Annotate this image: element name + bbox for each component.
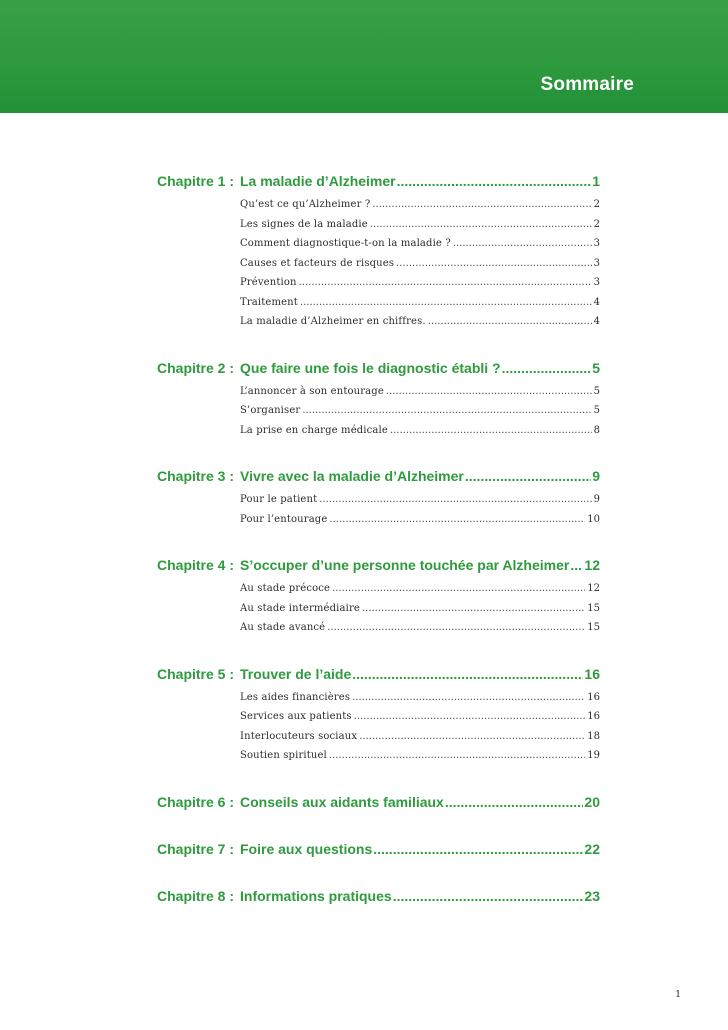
chapter-title: Foire aux questions	[240, 840, 373, 857]
chapter-page-number: 22	[584, 840, 600, 857]
chapter-label: Chapitre 6 :	[157, 793, 235, 810]
toc-chapter-1	[157, 170, 600, 332]
toc-chapter-7	[157, 838, 600, 860]
table-of-contents	[157, 170, 600, 932]
toc-chapter-3	[157, 465, 600, 529]
dot-leader	[570, 554, 583, 576]
section-entry[interactable]	[240, 215, 600, 235]
chapter-title: S’occuper d’une personne touchée par Alzheimer	[240, 557, 570, 573]
section-entry[interactable]	[240, 707, 600, 727]
dot-leader	[445, 791, 584, 813]
dot-leader	[370, 215, 592, 235]
section-page-number: 15	[587, 602, 600, 614]
section-page-number: 16	[587, 711, 600, 722]
section-title: Traitement	[240, 296, 298, 308]
section-entry[interactable]	[240, 618, 600, 638]
dot-leader	[396, 254, 592, 274]
chapter-label: Chapitre 7 :	[157, 840, 235, 857]
section-entry[interactable]	[240, 293, 600, 313]
dot-leader	[354, 707, 586, 727]
dot-leader	[329, 510, 585, 530]
dot-leader	[299, 273, 592, 293]
dot-leader	[319, 490, 591, 510]
section-title: Soutien spirituel	[240, 750, 327, 761]
section-title: Prévention	[240, 277, 297, 288]
chapter-entry[interactable]	[157, 791, 600, 813]
header-band	[0, 0, 728, 113]
dot-leader	[465, 465, 591, 487]
dot-leader	[359, 727, 585, 747]
section-entry[interactable]	[240, 510, 600, 530]
section-page-number: 8	[593, 424, 600, 436]
dot-leader	[352, 663, 583, 685]
dot-leader	[327, 618, 585, 638]
chapter-entry[interactable]	[157, 885, 600, 907]
section-title: Les signes de la maladie	[240, 218, 368, 230]
section-entry[interactable]	[240, 312, 600, 332]
chapter-entry[interactable]	[157, 465, 600, 487]
page-number: 1	[675, 990, 681, 1000]
section-page-number: 9	[593, 494, 600, 505]
section-page-number: 3	[593, 257, 600, 269]
section-entry[interactable]	[240, 727, 600, 747]
dot-leader	[329, 746, 585, 766]
section-entry[interactable]	[240, 273, 600, 293]
section-title: Interlocuteurs sociaux	[240, 730, 358, 742]
section-list	[240, 382, 600, 441]
dot-leader	[502, 357, 592, 379]
section-entry[interactable]	[240, 490, 600, 510]
chapter-label: Chapitre 5 :	[157, 665, 235, 682]
toc-chapter-4	[157, 554, 600, 638]
section-title: La prise en charge médicale	[240, 424, 388, 436]
section-page-number: 19	[587, 750, 600, 761]
dot-leader	[373, 838, 583, 860]
toc-chapter-8	[157, 885, 600, 907]
dot-leader	[453, 234, 592, 254]
section-entry[interactable]	[240, 688, 600, 708]
section-page-number: 5	[593, 385, 600, 397]
section-list	[240, 195, 600, 332]
toc-chapter-5	[157, 663, 600, 766]
chapter-title: Informations pratiques	[240, 887, 392, 904]
section-list	[240, 579, 600, 638]
dot-leader	[393, 885, 584, 907]
chapter-label: Chapitre 4 :	[157, 557, 235, 573]
section-title: Au stade précoce	[240, 583, 331, 594]
section-title: Causes et facteurs de risques	[240, 257, 395, 269]
chapter-page-number: 20	[584, 793, 600, 810]
chapter-page-number: 23	[584, 887, 600, 904]
section-title: Pour le patient	[240, 494, 318, 505]
section-title: Pour l’entourage	[240, 513, 328, 525]
page-title: Sommaire	[540, 74, 634, 95]
section-page-number: 2	[593, 218, 600, 230]
section-page-number: 4	[593, 296, 600, 308]
dot-leader	[352, 688, 585, 708]
chapter-entry[interactable]	[157, 554, 600, 576]
section-page-number: 10	[587, 513, 600, 525]
chapter-page-number: 5	[592, 359, 600, 376]
section-page-number: 16	[587, 691, 600, 703]
section-title: Au stade intermédiaire	[240, 602, 360, 614]
section-entry[interactable]	[240, 401, 600, 421]
section-entry[interactable]	[240, 579, 600, 599]
chapter-entry[interactable]	[157, 663, 600, 685]
chapter-title: Que faire une fois le diagnostic établi ?	[240, 359, 501, 376]
dot-leader	[332, 579, 585, 599]
toc-chapter-6	[157, 791, 600, 813]
chapter-page-number: 9	[592, 468, 600, 484]
chapter-entry[interactable]	[157, 838, 600, 860]
section-list	[240, 490, 600, 529]
dot-leader	[302, 401, 591, 421]
chapter-title: Trouver de l’aide	[240, 665, 352, 682]
section-title: L’annoncer à son entourage	[240, 385, 384, 397]
dot-leader	[372, 195, 591, 215]
dot-leader	[397, 170, 592, 192]
section-title: Services aux patients	[240, 711, 352, 722]
chapter-entry[interactable]	[157, 170, 600, 192]
section-page-number: 3	[593, 277, 600, 288]
section-page-number: 18	[587, 730, 600, 742]
dot-leader	[386, 382, 592, 402]
section-page-number: 4	[593, 316, 600, 327]
section-page-number: 15	[587, 622, 600, 633]
chapter-entry[interactable]	[157, 357, 600, 379]
toc-chapter-2	[157, 357, 600, 441]
section-entry[interactable]	[240, 746, 600, 766]
dot-leader	[300, 293, 592, 313]
section-entry[interactable]	[240, 254, 600, 274]
chapter-title: Vivre avec la maladie d’Alzheimer	[240, 468, 464, 484]
chapter-title: Conseils aux aidants familiaux	[240, 793, 444, 810]
section-entry[interactable]	[240, 382, 600, 402]
chapter-page-number: 16	[584, 665, 600, 682]
section-page-number: 5	[593, 405, 600, 416]
chapter-page-number: 1	[592, 173, 600, 189]
chapter-label: Chapitre 2 :	[157, 359, 235, 376]
section-list	[240, 688, 600, 766]
chapter-label: Chapitre 3 :	[157, 468, 235, 484]
chapter-page-number: 12	[584, 557, 600, 573]
section-title: Au stade avancé	[240, 622, 326, 633]
section-entry[interactable]	[240, 195, 600, 215]
section-title: S’organiser	[240, 405, 301, 416]
section-title: Qu’est ce qu’Alzheimer ?	[240, 199, 371, 210]
section-title: La maladie d’Alzheimer en chiffres.	[240, 316, 426, 327]
section-entry[interactable]	[240, 234, 600, 254]
chapter-title: La maladie d’Alzheimer	[240, 173, 396, 189]
dot-leader	[428, 312, 592, 332]
dot-leader	[390, 421, 592, 441]
chapter-label: Chapitre 8 :	[157, 887, 235, 904]
section-page-number: 12	[587, 583, 600, 594]
section-page-number: 3	[593, 238, 600, 249]
dot-leader	[362, 599, 585, 619]
chapter-label: Chapitre 1 :	[157, 173, 235, 189]
section-entry[interactable]	[240, 599, 600, 619]
section-entry[interactable]	[240, 421, 600, 441]
section-title: Les aides financières	[240, 691, 351, 703]
section-page-number: 2	[593, 199, 600, 210]
section-title: Comment diagnostique-t-on la maladie ?	[240, 238, 451, 249]
